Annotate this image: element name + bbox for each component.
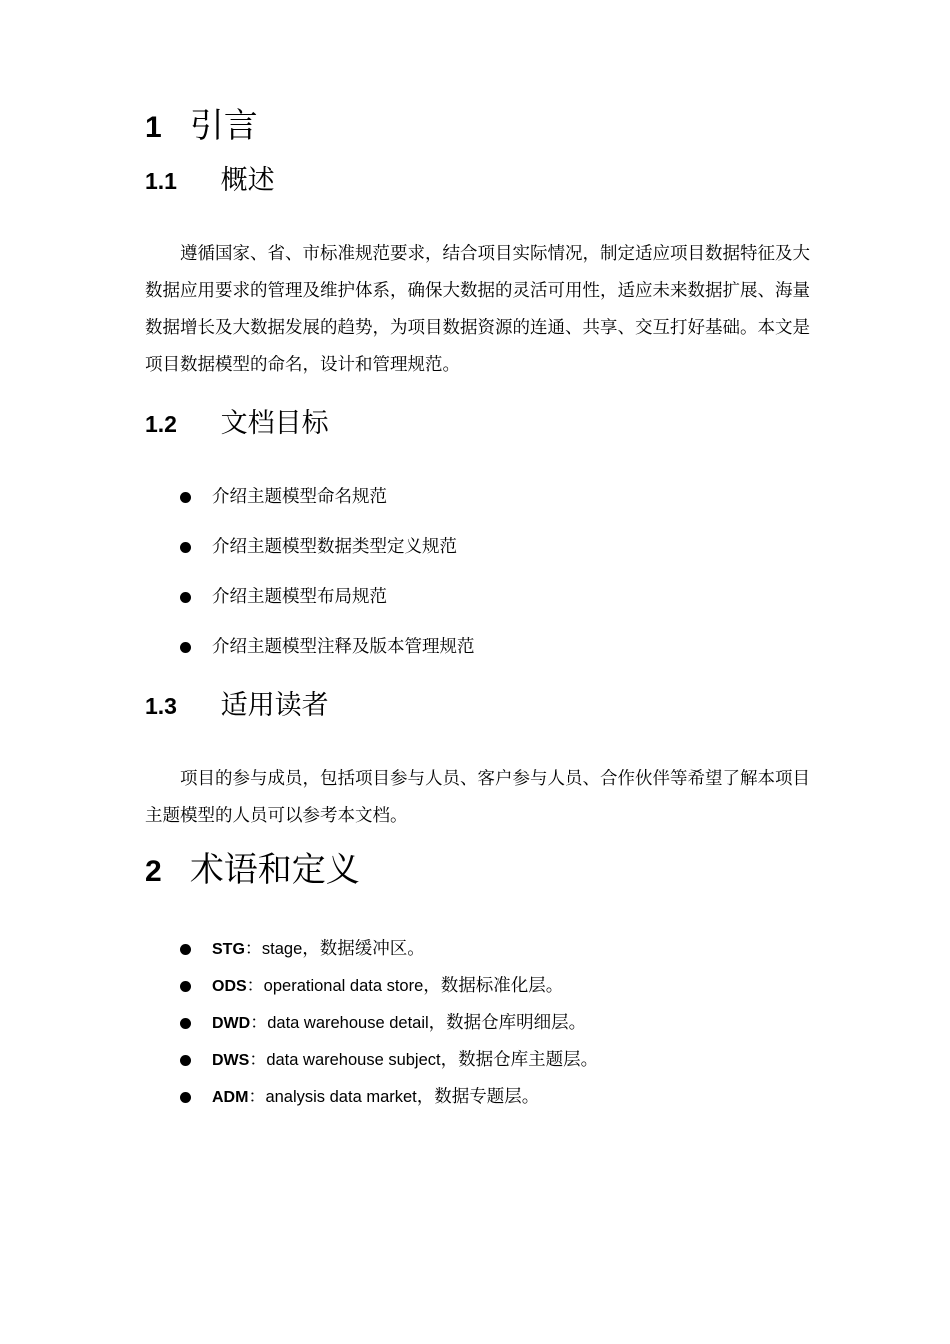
term-abbreviation: ADM bbox=[212, 1089, 249, 1106]
bullet-icon bbox=[180, 1055, 191, 1066]
readers-paragraph: 项目的参与成员，包括项目参与人员、客户参与人员、合作伙伴等希望了解本项目主题模型的人员可以参考本文档。 bbox=[145, 769, 810, 826]
section-heading-intro bbox=[145, 106, 258, 148]
term-english: data warehouse detail bbox=[267, 1014, 429, 1032]
term-abbreviation: ODS bbox=[212, 978, 247, 995]
term-definition bbox=[212, 937, 425, 962]
term-english: data warehouse subject bbox=[266, 1051, 441, 1069]
section-number: 1 bbox=[145, 111, 162, 144]
bullet-icon bbox=[180, 944, 191, 955]
bullet-icon bbox=[180, 642, 191, 653]
subsection-number: 1.3 bbox=[145, 693, 177, 719]
term-definition bbox=[212, 1085, 539, 1110]
subsection-title: 适用读者 bbox=[220, 690, 329, 721]
list-item-text: 介绍主题模型注释及版本管理规范 bbox=[212, 637, 475, 657]
term-definition bbox=[212, 1048, 598, 1073]
subsection-number: 1.2 bbox=[145, 411, 177, 437]
term-description: ，数据仓库主题层。 bbox=[440, 1050, 599, 1070]
term-abbreviation: DWD bbox=[212, 1015, 251, 1032]
bullet-icon bbox=[180, 1018, 191, 1029]
section-title: 术语和定义 bbox=[189, 850, 360, 890]
list-item-text: 介绍主题模型布局规范 bbox=[212, 587, 387, 607]
list-item-text: 介绍主题模型数据类型定义规范 bbox=[212, 537, 457, 557]
bullet-icon bbox=[180, 981, 191, 992]
overview-paragraph: 遵循国家、省、市标准规范要求，结合项目实际情况，制定适应项目数据特征及大数据应用要求的管理及维护体系，确保大数据的灵活可用性，适应未来数据扩展、海量数据增长及大数据发展的趋势，为项目数据资源的连通、共享、交互打好基础。本文是项目数据模型的命名，设计和管理规范。 bbox=[145, 244, 810, 375]
term-english: stage bbox=[261, 940, 303, 958]
subsection-heading-readers bbox=[145, 689, 329, 723]
subsection-heading-overview bbox=[145, 164, 275, 198]
bullet-icon bbox=[180, 1092, 191, 1103]
section-heading-terms bbox=[145, 850, 360, 892]
term-abbreviation: STG bbox=[212, 941, 245, 958]
subsection-heading-goals bbox=[145, 407, 329, 441]
term-separator: ： bbox=[244, 939, 262, 959]
term-description: ，数据仓库明细层。 bbox=[428, 1013, 587, 1033]
bullet-icon bbox=[180, 542, 191, 553]
term-definition bbox=[212, 974, 563, 999]
term-separator: ： bbox=[248, 1087, 266, 1107]
section-number: 2 bbox=[145, 855, 162, 888]
term-description: ，数据缓冲区。 bbox=[302, 939, 425, 959]
term-abbreviation: DWS bbox=[212, 1052, 250, 1069]
list-item-text: 介绍主题模型命名规范 bbox=[212, 487, 387, 507]
term-english: analysis data market bbox=[265, 1088, 417, 1106]
term-definition bbox=[212, 1011, 586, 1036]
subsection-title: 概述 bbox=[220, 165, 275, 196]
term-separator: ： bbox=[250, 1013, 268, 1033]
term-description: ，数据专题层。 bbox=[416, 1087, 540, 1107]
subsection-title: 文档目标 bbox=[220, 408, 329, 439]
term-description: ，数据标准化层。 bbox=[423, 976, 564, 996]
term-separator: ： bbox=[246, 976, 264, 996]
bullet-icon bbox=[180, 492, 191, 503]
term-separator: ： bbox=[249, 1050, 267, 1070]
term-english: operational data store bbox=[263, 977, 424, 995]
section-title: 引言 bbox=[189, 106, 258, 146]
bullet-icon bbox=[180, 592, 191, 603]
subsection-number: 1.1 bbox=[145, 168, 177, 194]
